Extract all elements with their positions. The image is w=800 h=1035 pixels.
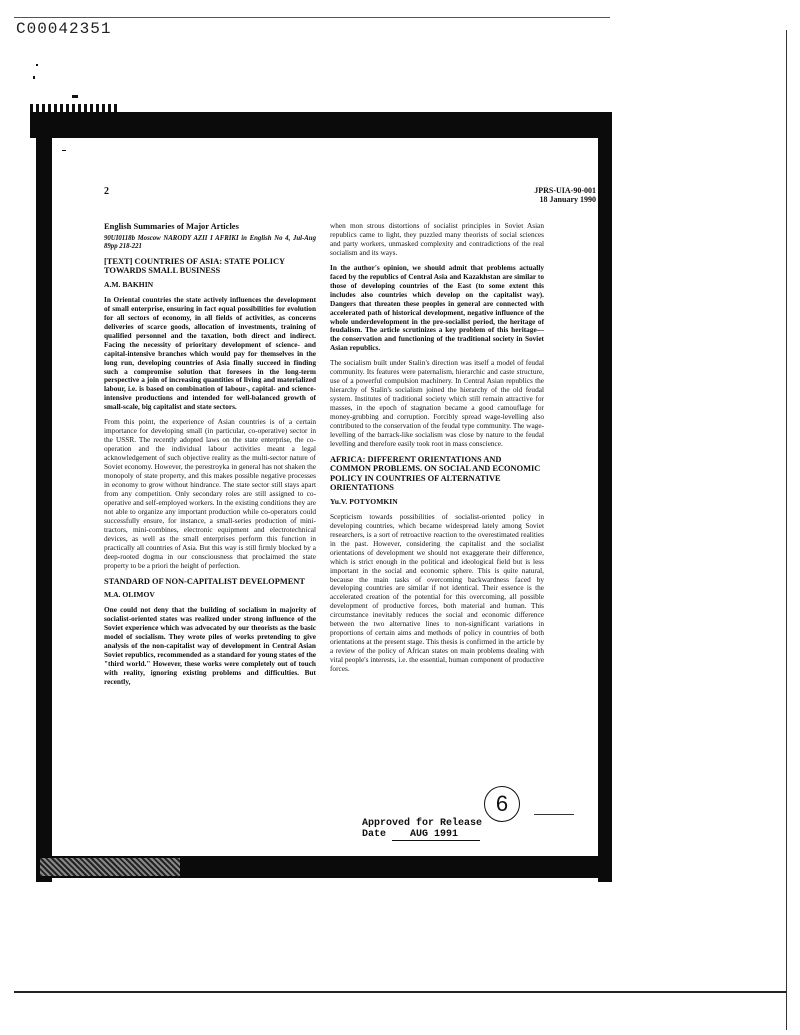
article-author: A.M. BAKHIN [104,279,154,289]
release-date-label: Date [362,829,387,840]
article-paragraph: The socialism built under Stalin's direction was itself a model of feudal community. Its features were paternalism, hierarchic and caste structure, use of a powerful compulsion machinery. In Central Asian republics the hierarchy of Stalin's socialism joined the hierarchy of the old feudal system. Institutes of traditional society which still remain attractive for masses, in the epoch of stagnation became a good camouflage for money-grubbing and corruption. Forcibly spread wage-levelling also contributed to the conservation of the feudal type community. The wage-levelling of the barrack-like socialism was close by nature to the feudal levelling and therefore easily took root in mass conscience. [330,358,544,448]
article-paragraph: Scepticism towards possibilities of socialist-oriented policy in developing countries, which became widespread lately among Soviet researchers, is a sort of retroactive reaction to the overestimated realities in the past. However, considering the capitalist and the socialist orientations of development we should not exaggerate their difference, which is strict enough in the political and ideological field but is less important in the social and economic sphere. This is quite natural, because the main tasks of overcoming backwardness faced by developing countries are similar if not identical. Their essence is the accelerated creation of the potential for this overcoming, all possible development of productive forces, both material and human. This circumstance inevitably reduces the social and economic difference between the two alternative lines to non-significant variations in proportions of certain aims and methods of policy in countries of both orientations at the present stage. This thesis is confirmed in the article by a review of the policy of African states on main problems dealing with vital people's interests, i.e. the essential, human component of productive forces. [330,511,544,674]
document-id: C00042351 [16,20,112,38]
release-stamp-date-row [362,829,482,841]
right-scan-edge [786,30,787,1030]
article-title: STANDARD OF NON-CAPITALIST DEVELOPMENT [104,576,305,586]
handwritten-stroke [534,814,574,815]
source-line: 90UI0118b Moscow NARODY AZII I AFRIKI in English No 4, Jul-Aug 89pp 218-221 [104,234,316,250]
running-header [476,186,596,204]
scan-speck [62,150,66,151]
article-paragraph: when mon strous distortions of socialist principles in Soviet Asian republics came to light, they puzzled many theorists of social sciences and party workers, unmasked complexity and contradictions of the real socialism and its ways. [330,221,544,257]
article-paragraph: From this point, the experience of Asian countries is of a certain importance for developing small (in particular, co-operative) sector in the USSR. The recently adopted laws on the state enterprise, the co-operation and the individual labour activities meant a legal acknowledgement of such objective reality as the multi-sector nature of Soviet economy. However, the perestroyka in general has not shaken the monopoly of state property, and this makes possible negative processes in economy to grow without hindrance. The state sector still stays apart from any competition. Only secondary roles are still assigned to co-operative and self-employed workers. In the existing conditions they are not able to organize any important production while co-operators could successfully ensure, for instance, a small-series production of mini-tractors, mini-combines, electronic equipment and electrotechnical devices, as well as the small enterprises perform this function in practically all countries of Asia. But this way is still firmly blocked by a deep-rooted dogma in our consciousness that proclaimed the state property to be a priori the height of perfection. [104,417,316,570]
scan-speck [36,64,38,66]
article-author: M.A. OLIMOV [104,590,155,599]
left-column [104,222,316,693]
section-heading: English Summaries of Major Articles [104,221,239,231]
publication-date: 18 January 1990 [539,195,596,204]
release-stamp-text: Approved for Release [362,818,483,829]
publication-code: JPRS-UIA-90-001 [534,186,596,195]
right-column [330,222,544,680]
bottom-scan-edge [14,991,786,993]
article-paragraph: In Oriental countries the state actively influences the development of small enterprise, ensuring in fact equal possibilities for evolution for all sectors of economy, in all fields of activities, as concerns deliveries of scarce goods, allocation of investments, training of qualified personnel and the taxation, both direct and indirect. Facing the necessity of prioritary development of science- and capital-intensive branches which would pay for themselves in the long run, developing countries of Asia finally succeed in finding such a compromise solution that foresees in the long-term perspective a join of increasing quantities of living and materialized labour, i.e. is based on combination of labour-, capital- and science-intensive productions and intended for well-balanced growth of small-scale, big capitalist and state sectors. [104,294,316,412]
release-date-value: AUG 1991 [392,829,480,841]
article-author: Yu.V. POTYOMKIN [330,496,398,506]
article-title: [TEXT] COUNTRIES OF ASIA: STATE POLICY TOWARDS SMALL BUSINESS [104,256,285,276]
top-rule [14,17,610,18]
scan-speck [72,95,78,98]
article-paragraph: In the author's opinion, we should admit that problems actually faced by the republics of Central Asia and Kazakhstan are similar to those of developing countries of the East (to some extent this includes also countries which develop on the capitalist way). Dangers that threaten these peoples in general are connected with accelerated path of historical development, negative influence of the whole underdevelopment in the pre-socialist period, the heritage of feudalism. The article scrutinizes a key problem of this heritage—the conservation and functioning of the traditional society in Soviet Asian republics. [330,262,544,353]
page-number: 2 [104,186,109,197]
scan-speck [33,76,35,79]
scan-border-right [598,112,612,882]
release-stamp [362,818,482,841]
handwritten-circled-number: 6 [484,786,520,822]
scan-border-left [36,112,52,882]
article-paragraph: One could not deny that the building of socialism in majority of socialist-oriented states was realized under strong influence of the Soviet experience which was advocated by our theorists as the basic model of socialism. They wrote piles of works pretending to give analysis of the non-capitalist way of development in Central Asian Soviet republics, recommended as a standard for young states of the "third world." However, these works were completely out of touch with reality, ignoring existing problems and difficulties. But recently, [104,604,316,686]
scan-border-top [30,112,612,138]
article-title: AFRICA: DIFFERENT ORIENTATIONS AND COMMON PROBLEMS. ON SOCIAL AND ECONOMIC POLICY IN COUNTRIES OF ALTERNATIVE ORIENTATIONS [330,454,541,493]
scan-border-noise [40,858,180,876]
